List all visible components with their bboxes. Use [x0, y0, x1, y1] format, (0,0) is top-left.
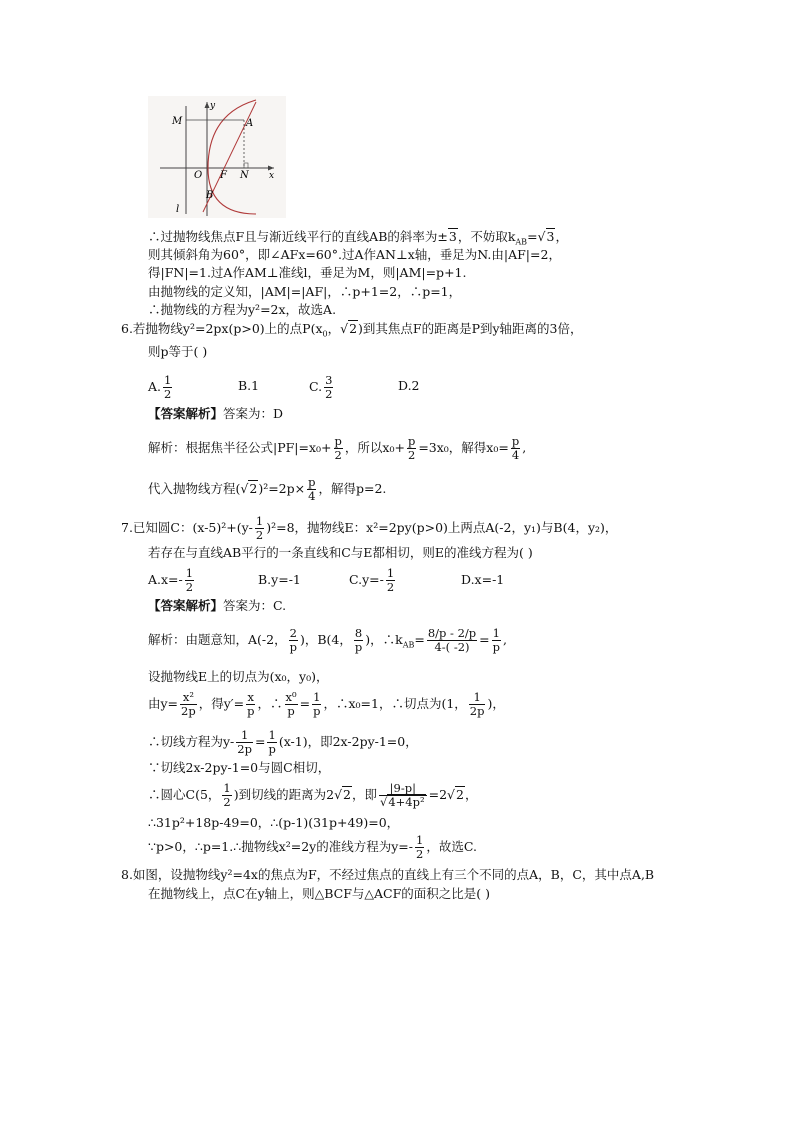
label-x: x	[269, 171, 275, 181]
q5-line-2: 则其倾斜角为60°，即∠AFx=60°.过A作AN⊥x轴，垂足为N.由|AF|=2，	[148, 247, 561, 262]
x-axis-arrow	[268, 166, 274, 171]
q7-solution-line-8: ∵p>0，∴p=1.∴抛物线x²=2y的准线方程为y=- $\frac{1}{2}$ ，故选C.	[148, 833, 477, 861]
q8-stem-line-1: 8.如图，设抛物线y²=4x的焦点为F，不经过焦点的直线上有三个不同的点A，B，C，其中点A,B	[121, 867, 655, 882]
q6-solution-line-1: 解析：根据焦半径公式|PF|=x₀+ $\frac{p}{2}$ ，所以x₀+ $\frac{p}{2}$ =3x₀，解得x₀= $\frac{p}{4}$ ,	[148, 434, 527, 462]
q7-solution-line-3: 由y= $\frac{\text{x²}}{2p}$ ，得y′= $\frac{x}{p}$ ，∴ $\frac{\text{x⁰}}{p}$ = $\frac{1}{p}$ ，∴x₀=1，∴切点为(1， $\frac{1}{2p}$ )，	[148, 690, 505, 718]
q6-stem-line-2: 则p等于( )	[148, 344, 208, 359]
label-a: A	[246, 118, 254, 129]
q5-line-1: ∴过抛物线焦点F且与渐近线平行的直线AB的斜率为±3，不妨取$k_{AB}=√3$，	[148, 229, 568, 247]
label-f: F	[220, 170, 227, 181]
q7-stem-line-1: 7.已知圆C：(x-5)²+(y- $\frac{1}{2}$ )²=8，抛物线E：x²=2py(p>0)上两点A(-2，y₁)与B(4，y₂)，	[121, 514, 618, 542]
q7-solution-line-6: ∴圆心C(5， $\frac{1}{2}$ )到切线的距离为2√2，即 $\frac{|9-p|}{\text{√4+4p²}}$ =2√2，	[148, 781, 478, 809]
q7-answer: 【答案解析】答案为：C.	[148, 598, 287, 613]
q7-solution-line-1: 解析：由题意知，A(-2， $\frac{2}{p}$ )，B(4， $\frac{8}{p}$ )，$\therefore k_{AB}=$ $\frac{8/p - 2/p}{4-( -2)}$ = $\frac{1}{p}$ ,	[148, 626, 507, 654]
q6-option-c: C. $\frac{3}{2}$	[309, 373, 333, 401]
q5-line-3: 得|FN|=1.过A作AM⊥准线l，垂足为M，则|AM|=p+1.	[148, 265, 467, 280]
label-m: M	[172, 116, 183, 127]
label-y: y	[210, 101, 216, 111]
q6-option-d: D.2	[398, 378, 420, 393]
q5-line-5: ∴抛物线的方程为y²=2x，故选A.	[148, 302, 337, 317]
q7-solution-line-5: ∵切线2x-2py-1=0与圆C相切，	[148, 760, 331, 775]
q8-stem-line-2: 在抛物线上，点C在y轴上，则△BCF与△ACF的面积之比是( )	[148, 886, 490, 901]
label-n: N	[240, 170, 249, 181]
q7-option-a: A.x=- $\frac{1}{2}$	[148, 566, 194, 594]
label-b: B	[206, 190, 214, 201]
q7-solution-line-2: 设抛物线E上的切点为(x₀，y₀)，	[148, 669, 329, 684]
q7-stem-line-2: 若存在与直线AB平行的一条直线和C与E都相切，则E的准线方程为( )	[148, 545, 533, 560]
q6-option-a: A. $\frac{1}{2}$	[148, 373, 172, 401]
label-o: O	[194, 170, 203, 181]
q7-solution-line-4: ∴切线方程为y- $\frac{1}{2p}$ = $\frac{1}{p}$ (x-1)，即2x-2py-1=0，	[148, 728, 418, 756]
sqrt: 3	[448, 229, 457, 244]
q6-solution-line-2: 代入抛物线方程(√2)²=2p× $\frac{p}{4}$ ，解得p=2.	[148, 475, 387, 503]
q6-answer: 【答案解析】答案为：D	[148, 406, 284, 421]
y-axis-arrow	[205, 102, 210, 108]
right-angle-mark	[244, 163, 248, 168]
q7-option-c: C.y=- $\frac{1}{2}$	[349, 566, 395, 594]
parabola-diagram	[148, 96, 286, 218]
q7-option-d: D.x=-1	[461, 572, 505, 587]
parabola-figure	[148, 96, 286, 218]
q7-option-b: B.y=-1	[258, 572, 301, 587]
label-l: l	[176, 204, 180, 215]
q5-line-4: 由抛物线的定义知，|AM|=|AF|，∴p+1=2，∴p=1，	[148, 284, 462, 299]
q7-solution-line-7: ∴31p²+18p-49=0，∴(p-1)(31p+49)=0，	[148, 815, 400, 830]
q6-stem-line-1: 6.若抛物线y²=2px(p>0)上的点$P(x_0$，√2)到其焦点F的距离是P到y轴距离的3倍，	[121, 321, 583, 339]
q6-option-b: B.1	[238, 378, 260, 393]
